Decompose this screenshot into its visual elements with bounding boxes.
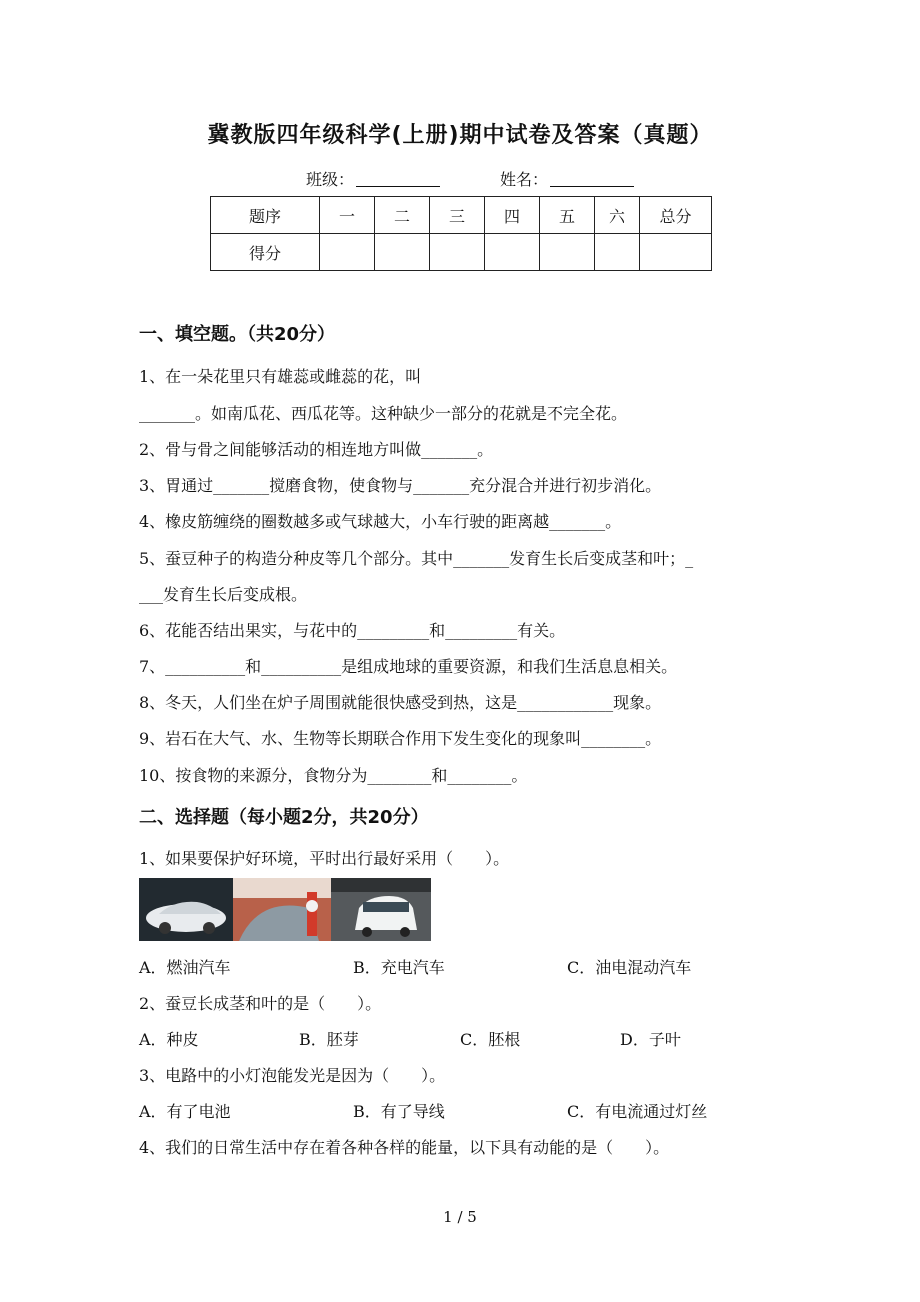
fill-q4: 4、橡皮筋缠绕的圈数越多或气球越大，小车行驶的距离越_______。 [139,512,622,531]
choice-q1-option-a[interactable]: A．燃油汽车 [139,958,231,977]
choice-q2-option-a[interactable]: A．种皮 [139,1030,199,1049]
score-cell-5[interactable] [540,234,595,271]
exam-title: 冀教版四年级科学(上册)期中试卷及答案（真题） [207,123,713,148]
fill-q1-line2: _______。如南瓜花、西瓜花等。这种缺少一部分的花就是不完全花。 [139,404,628,423]
header-cell-order: 题序 [211,197,320,234]
photo-hybrid-wheel-left [362,927,372,937]
photo-hybrid-windshield [363,902,409,912]
fill-q5-line1: 5、蚕豆种子的构造分种皮等几个部分。其中_______发育生长后变成茎和叶；_ [139,549,694,568]
fill-q2: 2、骨与骨之间能够活动的相连地方叫做_______。 [139,440,494,459]
choice-q2-stem: 2、蚕豆长成茎和叶的是（ ）。 [139,994,382,1013]
class-field [306,167,440,190]
fill-q10: 10、按食物的来源分，食物分为________和________。 [139,766,528,785]
photo-hybrid-ceiling [331,878,431,892]
fill-q3: 3、胃通过_______搅磨食物，使食物与_______充分混合并进行初步消化。 [139,476,662,495]
name-blank [550,170,634,187]
class-blank [356,170,440,187]
score-table-header-row [211,197,712,234]
score-cell-1[interactable] [320,234,375,271]
score-row-label: 得分 [211,234,320,271]
choice-q1-stem: 1、如果要保护好环境，平时出行最好采用（ ）。 [139,849,510,868]
name-label: 姓名： [500,170,549,189]
fill-q1-line1: 1、在一朵花里只有雄蕊或雌蕊的花，叫 [139,367,422,386]
photo-charging-plug [306,900,318,912]
choice-q2-option-b[interactable]: B．胚芽 [299,1030,359,1049]
fill-q8: 8、冬天，人们坐在炉子周围就能很快感受到热，这是____________现象。 [139,693,662,712]
choice-q2-option-c[interactable]: C．胚根 [460,1030,521,1049]
fill-q7: 7、__________和__________是组成地球的重要资源，和我们生活息息相关。 [139,657,678,676]
name-field [500,167,634,190]
header-cell-4: 四 [485,197,540,234]
score-cell-6[interactable] [595,234,640,271]
choice-q3-option-c[interactable]: C．有电流通过灯丝 [567,1102,708,1121]
header-cell-2: 二 [375,197,430,234]
fill-q6: 6、花能否结出果实，与花中的_________和_________有关。 [139,621,566,640]
choice-q1-option-b[interactable]: B．充电汽车 [353,958,445,977]
section2-heading: 二、选择题（每小题2分，共20分） [139,807,429,828]
choice-q4-stem: 4、我们的日常生活中存在着各种各样的能量，以下具有动能的是（ ）。 [139,1138,670,1157]
photo-hybrid-wheel-right [400,927,410,937]
photo-fuel-car-wheel-front [159,922,171,934]
score-cell-2[interactable] [375,234,430,271]
fill-q9: 9、岩石在大气、水、生物等长期联合作用下发生变化的现象叫________。 [139,729,662,748]
class-label: 班级： [306,170,355,189]
score-table [210,196,712,271]
choice-q2-option-d[interactable]: D．子叶 [620,1030,681,1049]
choice-q3-stem: 3、电路中的小灯泡能发光是因为（ ）。 [139,1066,446,1085]
choice-q3-option-a[interactable]: A．有了电池 [139,1102,231,1121]
score-cell-3[interactable] [430,234,485,271]
choice-q1-option-c[interactable]: C．油电混动汽车 [567,958,692,977]
header-cell-6: 六 [595,197,640,234]
header-cell-3: 三 [430,197,485,234]
header-cell-total: 总分 [640,197,712,234]
score-table-score-row [211,234,712,271]
score-cell-total[interactable] [640,234,712,271]
car-photos-image [139,878,431,941]
photo-charging-cable [307,892,317,936]
header-cell-5: 五 [540,197,595,234]
header-cell-1: 一 [320,197,375,234]
section1-heading: 一、填空题。（共20分） [139,324,336,345]
page-number: 1 / 5 [443,1208,477,1226]
photo-fuel-car-wheel-rear [203,922,215,934]
score-cell-4[interactable] [485,234,540,271]
choice-q3-option-b[interactable]: B．有了导线 [353,1102,445,1121]
fill-q5-line2: ___发育生长后变成根。 [139,585,308,604]
